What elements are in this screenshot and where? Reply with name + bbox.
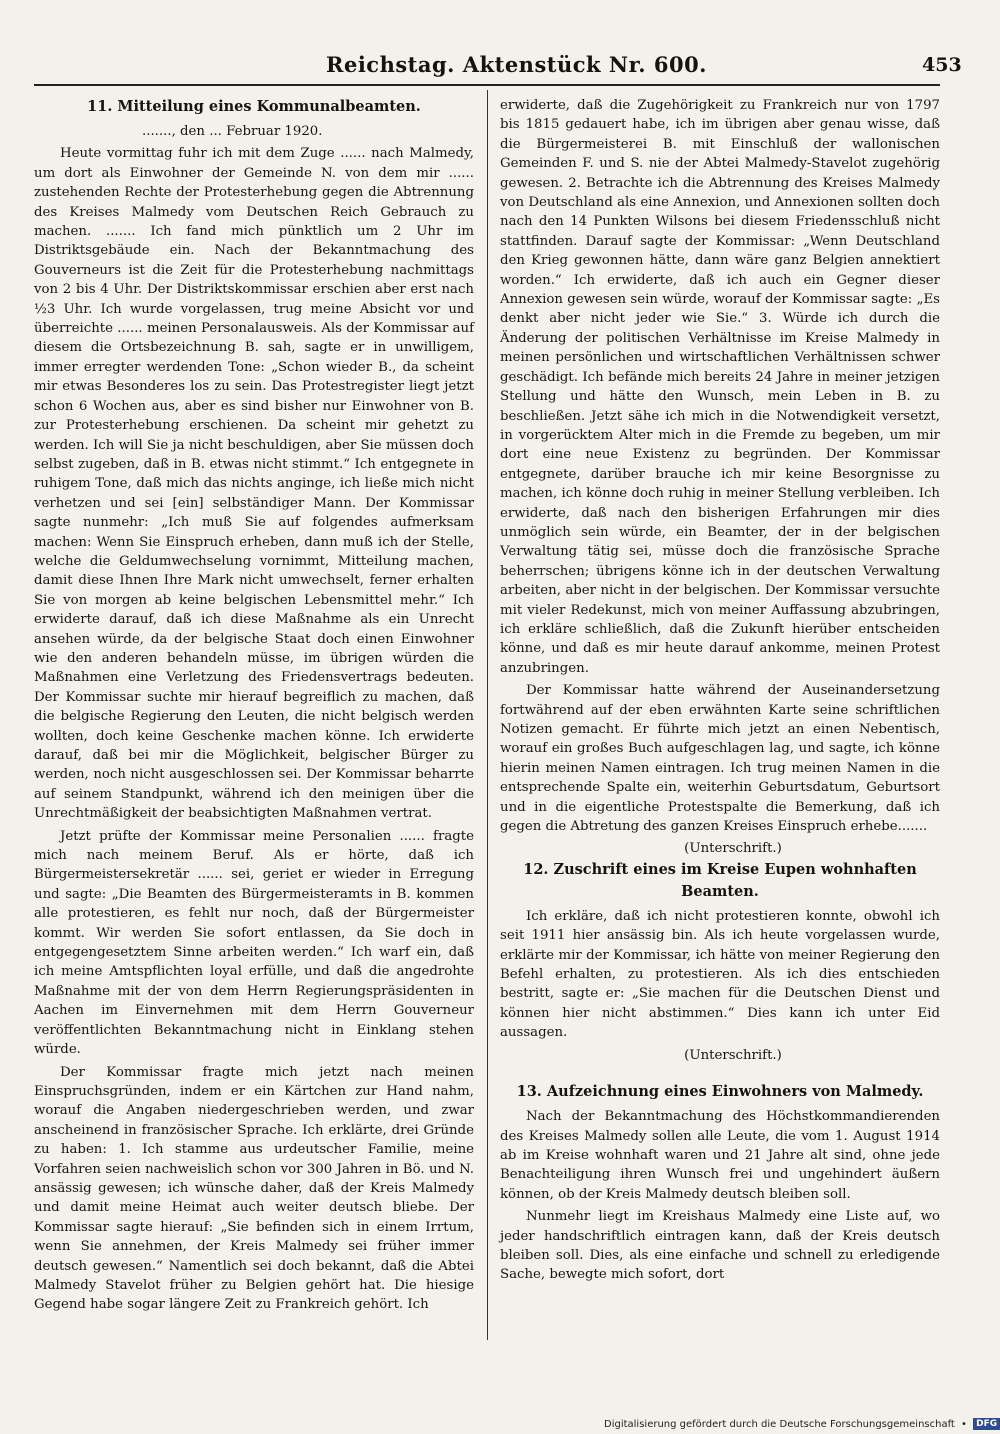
paragraph: erwiderte, daß die Zugehörigkeit zu Frankreich nur von 1797 bis 1815 gedauert habe, ich im übrigen aber genau wisse, daß die Bürgermeisterei B. mit Einschluß der wallonischen Gemeinden F. und S. nie der Abtei Malmedy-Stavelot zugehörig gewesen. 2. Betrachte ich die Abtrennung des Kreises Malmedy von Deutschland als eine Annexion, und Annexionen sollten doch nach den 14 Punkten Wilsons bei diesem Friedensschluß nicht stattfinden. Darauf sagte der Kommissar: „Wenn Deutschland den Krieg gewonnen hätte, dann wäre ganz Belgien annektiert worden.“ Ich erwiderte, daß ich auch ein Gegner dieser Annexion gewesen sein würde, worauf der Kommissar sagte: „Es denkt aber nicht jeder wie Sie.“ 3. Würde ich durch die Änderung der politischen Verhältnisse im Kreise Malmedy in meinen persönlichen und wirtschaftlichen Verhältnissen schwer geschädigt. Ich befände mich bereits 24 Jahre in meiner jetzigen Stellung und hätte den Wunsch, mein Leben in B. zu beschließen. Jetzt sähe ich mich in die Notwendigkeit versetzt, in vorgerücktem Alter mich in die Fremde zu begeben, um mir dort eine neue Existenz zu begründen. Der Kommissar entgegnete, darüber brauche ich mir keine Besorgnisse zu machen, ich könne doch ruhig in meiner Stellung verbleiben. Ich erwiderte, daß nach den bisherigen Erfahrungen mir dies unmöglich sein würde, ein Beamter, der in der belgischen Verwaltung tätig sei, müsse doch die französische Sprache beherrschen; übrigens könne ich in der deutschen Verwaltung arbeiten, aber nicht in der belgischen. Der Kommissar versuchte mit vieler Redekunst, mich von meiner Auffassung abzubringen, ich erkläre schließlich, daß die Zukunft hierüber entscheiden könne, und daß es mir heute darauf ankomme, meinen Protest anzubringen. xyxy=(500,98,940,676)
signature-note: (Unterschrift.) xyxy=(684,841,782,857)
section-12-title: 12. Zuschrift eines im Kreise Eupen wohnhaften Beamten. xyxy=(523,860,917,900)
paragraph: Ich erkläre, daß ich nicht protestieren konnte, obwohl ich seit 1911 hier ansässig bin. Als ich heute vorgelassen wurde, erklärte mir der Kommissar, ich hätte von meiner Regierung den Befehl erhalten, zu protestieren. Als ich dies entschieden bestritt, sagte er: „Sie machen für die Deutschen Dienst und können hier nicht abstimmen.“ Dies kann ich unter Eid aussagen. xyxy=(500,908,940,1041)
section-11-title: 11. Mitteilung eines Kommunalbeamten. xyxy=(87,98,421,115)
digitization-footer xyxy=(604,1418,1000,1430)
footer-text: Digitalisierung gefördert durch die Deutsche Forschungsgemeinschaft xyxy=(604,1419,955,1430)
dateline: ......., den ... Februar 1920. xyxy=(142,124,323,139)
left-column xyxy=(34,96,474,1315)
running-head: Reichstag. Aktenstück Nr. 600. xyxy=(326,52,707,77)
footer-separator: • xyxy=(961,1419,967,1430)
right-column xyxy=(500,96,940,1285)
paragraph: Nunmehr liegt im Kreishaus Malmedy eine Liste auf, wo jeder handschriftlich eintragen kann, daß der Kreis deutsch bleiben soll. Dies, als eine einfache und schnell zu erledigende Sache, bewegte mich sofort, dort xyxy=(500,1209,940,1283)
paragraph: Der Kommissar fragte mich jetzt nach meinen Einspruchsgründen, indem er ein Kärtchen zur Hand nahm, worauf die Angaben niedergeschrieben werden, und zwar anscheinend in französischer Sprache. Ich erklärte, drei Gründe zu haben: 1. Ich stamme aus urdeutscher Familie, meine Vorfahren seien nachweislich schon vor 300 Jahren in Bö. und N. ansässig gewesen; ich wünsche daher, daß der Kreis Malmedy und damit meine Heimat auch weiter deutsch bliebe. Der Kommissar sagte hierauf: „Sie befinden sich in einem Irrtum, wenn Sie annehmen, der Kreis Malmedy sei früher immer deutsch gewesen.“ Namentlich sei doch bekannt, daß die Abtei Malmedy Stavelot früher zu Belgien gehört hat. Die hiesige Gegend habe sogar längere Zeit zu Frankreich gehört. Ich xyxy=(34,1064,474,1313)
section-13-title: 13. Aufzeichnung eines Einwohners von Malmedy. xyxy=(516,1083,924,1101)
column-divider xyxy=(487,90,488,1340)
paragraph: Nach der Bekanntmachung des Höchstkommandierenden des Kreises Malmedy sollen alle Leute, die vom 1. August 1914 ab im Kreise wohnhaft waren und 21 Jahre alt sind, ohne jede Benachteiligung ihren Wunsch frei und ungehindert äußern können, ob der Kreis Malmedy deutsch bleiben soll. xyxy=(500,1109,940,1202)
paragraph: Heute vormittag fuhr ich mit dem Zuge ...... nach Malmedy, um dort als Einwohner der Gemeinde N. von dem mir ...... zustehenden Rechte der Protesterhebung gegen die Abtrennung des Kreises Malmedy vom Deutschen Reich Gebrauch zu machen. ....... Ich fand mich pünktlich um 2 Uhr im Distriktsgebäude ein. Nach der Bekanntmachung des Gouverneurs ist die Zeit für die Protesterhebung nachmittags von 2 bis 4 Uhr. Der Distriktskommissar erschien aber erst nach ½3 Uhr. Ich wurde vorgelassen, trug meine Absicht vor und überreichte ...... meinen Personalausweis. Als der Kommissar auf diesem die Ortsbezeichnung B. sah, sagte er in unwilligem, immer erregter werdenden Tone: „Schon wieder B., da scheint mir etwas Besonderes los zu sein. Das Protestregister liegt jetzt schon 6 Wochen aus, aber es sind bisher nur Einwohner von B. zur Protesterhebung erschienen. Da scheint mir gehetzt zu werden. Ich will Sie ja nicht beschuldigen, aber Sie müssen doch selbst zugeben, daß in B. etwas nicht stimmt.“ Ich entgegnete in ruhigem Tone, daß mich das nichts anginge, ich ließe mich nicht verhetzen und sei [ein] selbständiger Mann. Der Kommissar sagte nunmehr: „Ich muß Sie auf folgendes aufmerksam machen: Wenn Sie Einspruch erheben, dann muß ich der Stelle, welche die Geldumwechselung vornimmt, Mitteilung machen, damit diese Ihnen Ihre Mark nicht umwechselt, ferner erhalten Sie von morgen ab keine belgischen Lebensmittel mehr.“ Ich erwiderte darauf, daß ich diese Maßnahme als ein Unrecht ansehen würde, da der belgische Staat doch einen Einwohner wie den anderen behandeln müsse, im übrigen würden die Maßnahmen eine Verletzung des Friedensvertrags bedeuten. Der Kommissar suchte mir hierauf begreiflich zu machen, daß die belgische Regierung den Leuten, die nicht belgisch werden wollten, doch keine Geschenke machen könne. Ich erwiderte darauf, daß bei mir die Möglichkeit, belgischer Bürger zu werden, noch nicht ausgeschlossen sei. Der Kommissar beharrte auf seinem Standpunkt, während ich den meinigen über die Unrechtmäßigkeit der beabsichtigten Maßnahmen vertrat. xyxy=(34,146,474,822)
header-rule xyxy=(34,84,940,86)
page-number: 453 xyxy=(922,54,962,76)
dfg-logo: DFG xyxy=(973,1418,1000,1430)
paragraph: Jetzt prüfte der Kommissar meine Personalien ...... fragte mich nach meinem Beruf. Als er hörte, daß ich Bürgermeistersekretär ...... sei, geriet er wieder in Erregung und sagte: „Die Beamten des Bürgermeisteramts in B. kommen alle protestieren, es fehlt nur noch, daß der Bürgermeister kommt. Wir werden Sie sofort entlassen, da Sie doch in entgegengesetztem Sinne arbeiten werden.“ Ich warf ein, daß ich meine Amtspflichten loyal erfülle, und daß die angedrohte Maßnahme mit der von dem Herrn Regierungspräsidenten in Aachen im Einvernehmen mit dem Herrn Gouverneur veröffentlichten Bekanntmachung nicht in Einklang stehen würde. xyxy=(34,828,474,1058)
signature-note: (Unterschrift.) xyxy=(684,1047,782,1063)
paragraph: Der Kommissar hatte während der Auseinandersetzung fortwährend auf der eben erwähnten Karte seine schriftlichen Notizen gemacht. Er führte mich jetzt an einen Nebentisch, worauf ein großes Buch aufgeschlagen lag, und sagte, ich könne hierin meinen Namen eintragen. Ich trug meinen Namen in die entsprechende Spalte ein, weiterhin Geburtsdatum, Geburtsort und in die eigentliche Protestspalte die Bemerkung, daß ich gegen die Abtretung des ganzen Kreises Einspruch erhebe....... xyxy=(500,683,940,835)
